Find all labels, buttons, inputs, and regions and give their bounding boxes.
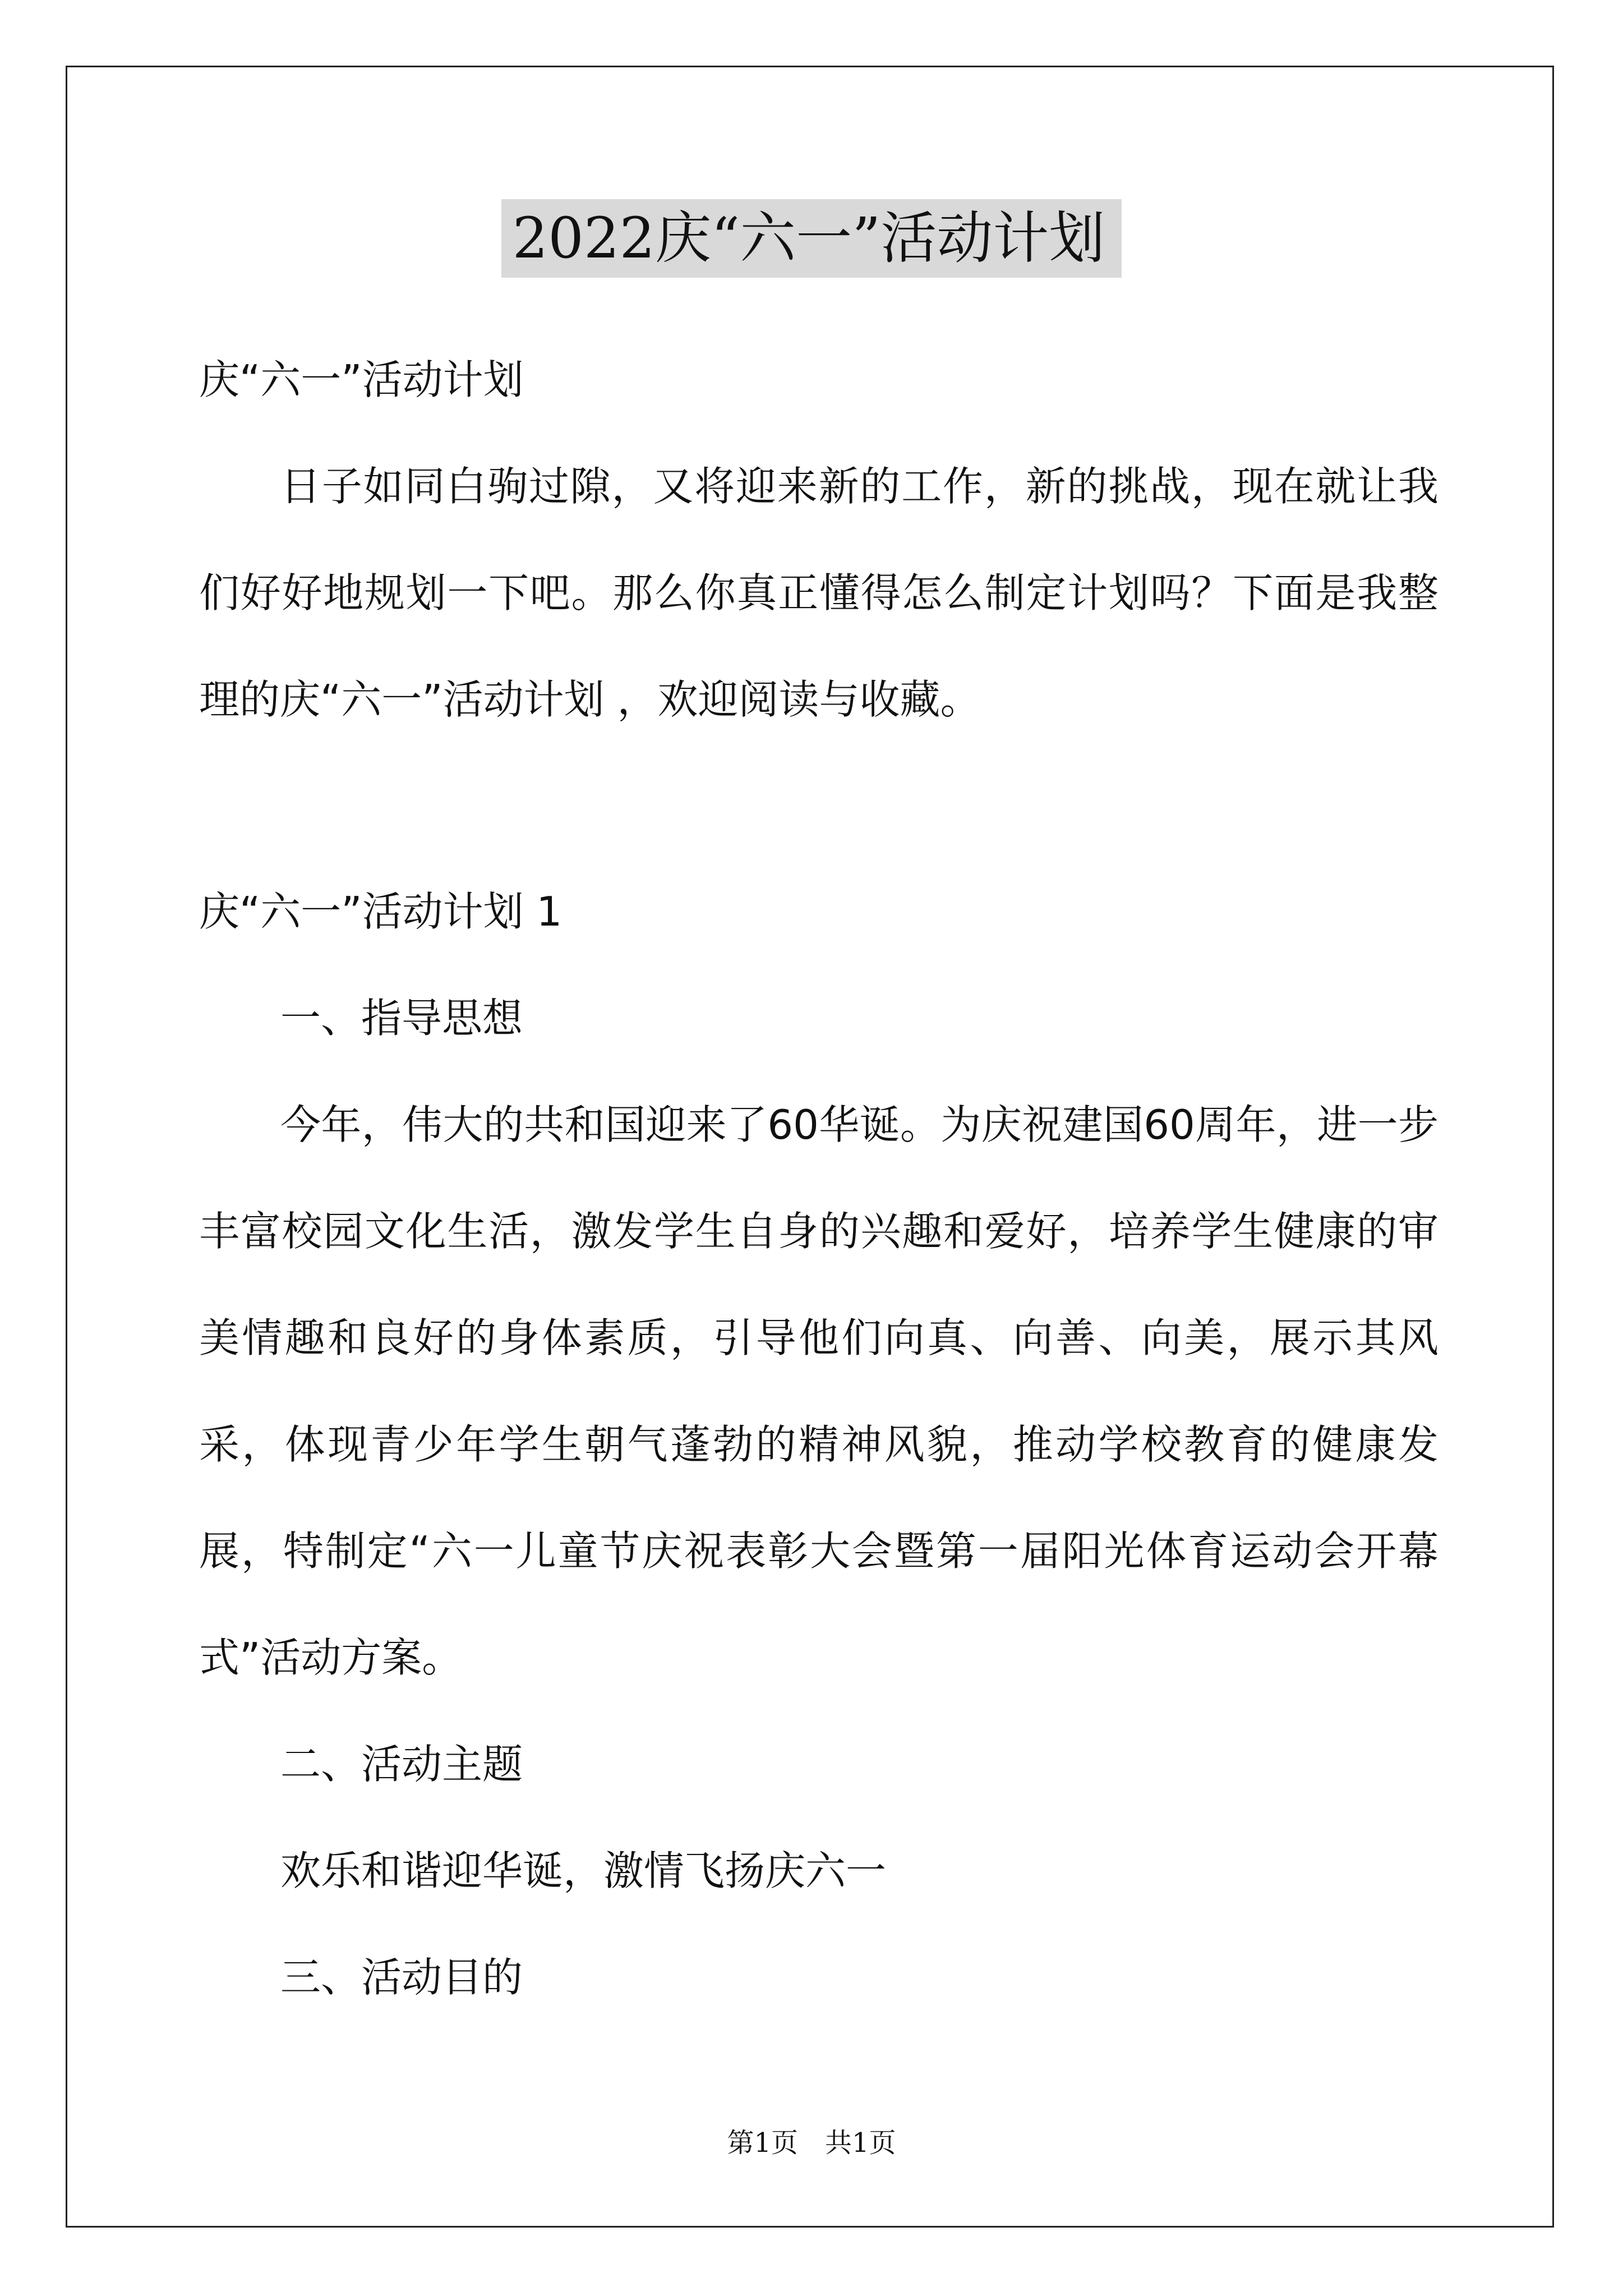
heading-activity-theme: 二、活动主题 (280, 1741, 523, 1788)
document-subtitle: 庆“六一”活动计划 (199, 356, 524, 403)
page-footer: 第1页 共1页 (727, 2127, 896, 2159)
intro-paragraph: 日子如同白驹过隙，又将迎来新的工作，新的挑战，现在就让我们好好地规划一下吧。那么你真正懂得怎么制定计划吗？下面是我整理的庆“六一”活动计划 ，欢迎阅读与收藏。 (199, 463, 1438, 723)
document-title: 2022庆“六一”活动计划 (501, 199, 1122, 278)
title-container (0, 199, 1623, 278)
heading-activity-purpose: 三、活动目的 (280, 1954, 523, 2001)
section-title: 庆“六一”活动计划 1 (199, 888, 562, 935)
activity-theme-text: 欢乐和谐迎华诞，激情飞扬庆六一 (280, 1847, 887, 1894)
guiding-ideology-paragraph: 今年，伟大的共和国迎来了60华诞。为庆祝建国60周年，进一步丰富校园文化生活，激发学生自身的兴趣和爱好，培养学生健康的审美情趣和良好的身体素质，引导他们向真、向善、向美，展示其风采，体现青少年学生朝气蓬勃的精神风貌，推动学校教育的健康发展，特制定“六一儿童节庆祝表彰大会暨第一届阳光体育运动会开幕式”活动方案。 (199, 1101, 1438, 1681)
heading-guiding-ideology: 一、指导思想 (280, 995, 523, 1042)
